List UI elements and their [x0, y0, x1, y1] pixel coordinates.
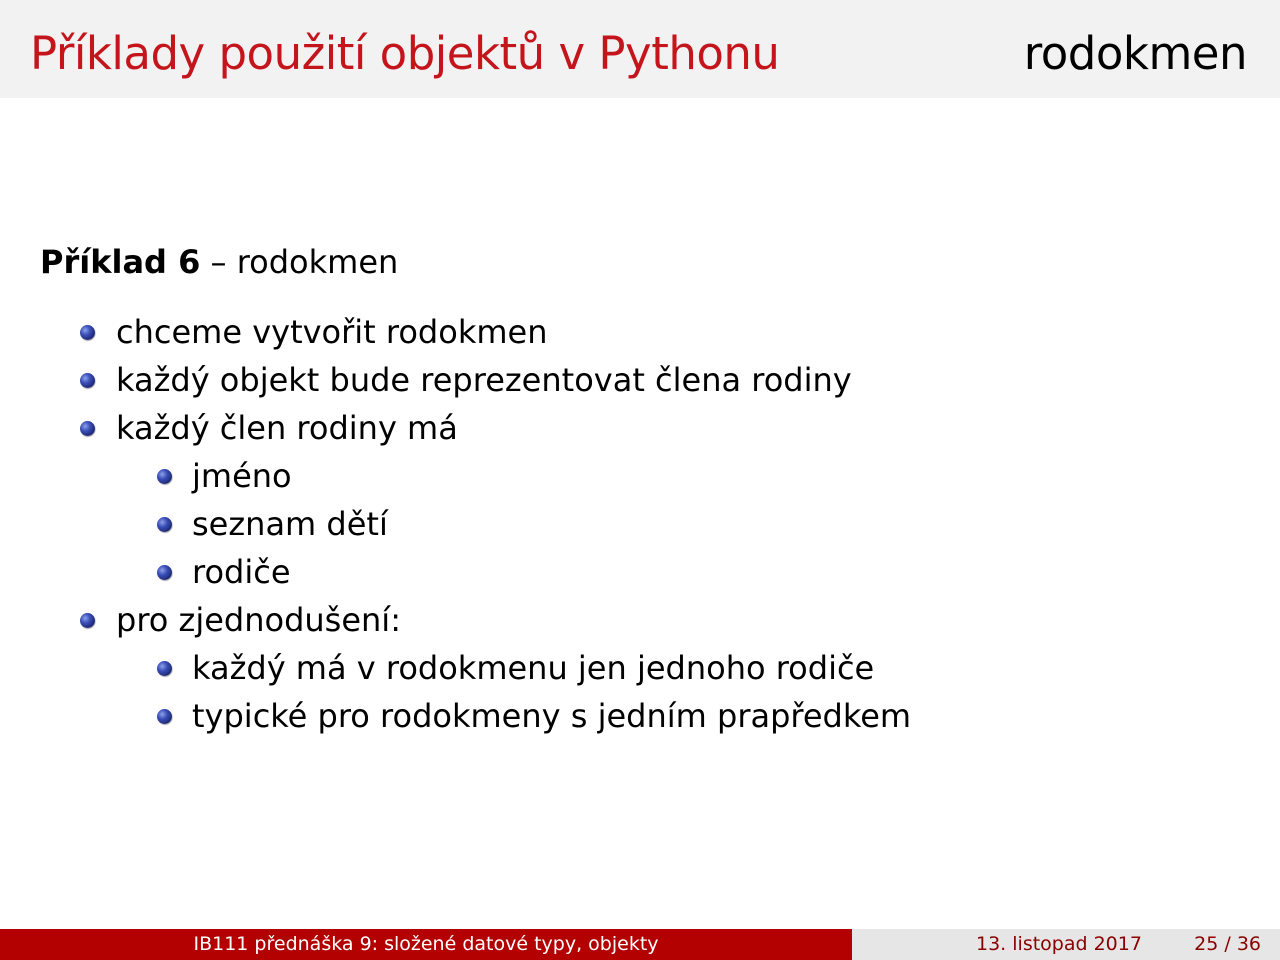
footer-course-title: IB111 přednáška 9: složené datové typy, objekty — [193, 933, 659, 955]
example-topic: rodokmen — [236, 243, 399, 281]
ball-bullet-icon — [157, 469, 172, 484]
sub-bullet-item — [0, 452, 1280, 500]
bullet-text: seznam dětí — [192, 505, 388, 543]
ball-bullet-icon — [157, 709, 172, 724]
section-title: rodokmen — [1023, 27, 1247, 80]
ball-bullet-icon — [80, 421, 95, 436]
bullet-text: pro zjednodušení: — [116, 601, 401, 639]
bullet-item — [0, 308, 1280, 356]
ball-bullet-icon — [157, 661, 172, 676]
slide-title: Příklady použití objektů v Pythonu — [30, 27, 780, 80]
ball-bullet-icon — [80, 613, 95, 628]
sub-bullet-item — [0, 500, 1280, 548]
slide-footer — [0, 929, 1280, 960]
bullet-list — [0, 308, 1280, 740]
footer-page-number: 25 / 36 — [1194, 933, 1261, 955]
footer-date: 13. listopad 2017 — [976, 933, 1142, 955]
bullet-text: chceme vytvořit rodokmen — [116, 313, 548, 351]
bullet-item — [0, 356, 1280, 404]
slide-header — [0, 0, 1280, 98]
sub-bullet-item — [0, 548, 1280, 596]
ball-bullet-icon — [157, 565, 172, 580]
bullet-text: každý objekt bude reprezentovat člena rodiny — [116, 361, 852, 399]
sub-bullet-item — [0, 692, 1280, 740]
bullet-item — [0, 404, 1280, 452]
example-label: Příklad 6 — [40, 243, 201, 281]
example-separator: – — [200, 243, 237, 281]
ball-bullet-icon — [157, 517, 172, 532]
bullet-text: každý člen rodiny má — [116, 409, 458, 447]
ball-bullet-icon — [80, 325, 95, 340]
bullet-item — [0, 596, 1280, 644]
bullet-text: každý má v rodokmenu jen jednoho rodiče — [192, 649, 875, 687]
example-heading — [40, 242, 398, 282]
bullet-text: typické pro rodokmeny s jedním prapředkem — [192, 697, 912, 735]
bullet-text: rodiče — [192, 553, 291, 591]
bullet-text: jméno — [192, 457, 292, 495]
ball-bullet-icon — [80, 373, 95, 388]
sub-bullet-item — [0, 644, 1280, 692]
